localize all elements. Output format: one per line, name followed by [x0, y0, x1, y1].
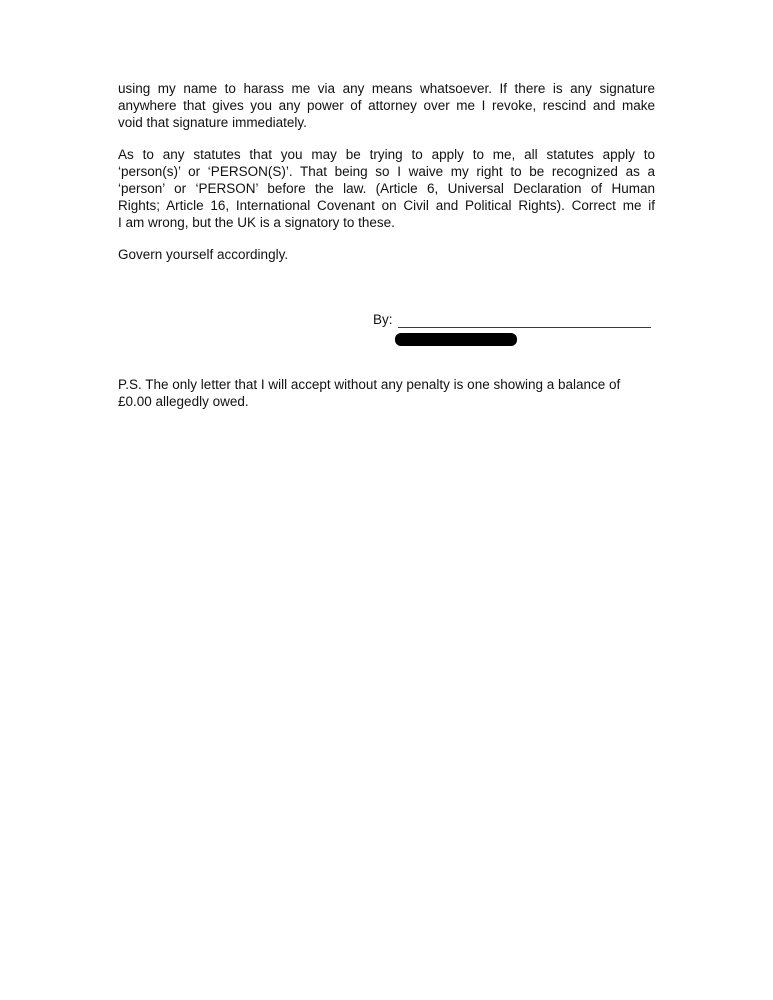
text-line: P.S. The only letter that I will accept without any penalty is one showing a balance of	[118, 377, 621, 392]
text-line: Govern yourself accordingly.	[118, 247, 289, 262]
text-line: ‘person’ or ‘PERSON’ before the law. (Article 6, Universal Declaration of Human	[118, 181, 655, 196]
letter-body	[118, 80, 655, 425]
signature-row	[118, 311, 655, 328]
paragraph-statutes	[118, 146, 655, 231]
signature-by-label: By:	[373, 312, 393, 327]
signature-block	[118, 311, 655, 346]
text-line: £0.00 allegedly owed.	[118, 394, 249, 409]
text-line: anywhere that gives you any power of attorney over me I revoke, rescind and make	[118, 98, 655, 113]
text-line: As to any statutes that you may be trying to apply to me, all statutes apply to	[118, 147, 655, 162]
paragraph-govern-yourself	[118, 246, 655, 263]
text-line: using my name to harass me via any means whatsoever. If there is any signature	[118, 81, 655, 96]
text-line: Rights; Article 16, International Covenant on Civil and Political Rights). Correct me if	[118, 198, 655, 213]
text-line: void that signature immediately.	[118, 115, 307, 130]
redaction-box	[395, 333, 517, 346]
text-line: ‘person(s)’ or ‘PERSON(S)’. That being so I waive my right to be recognized as a	[118, 164, 655, 179]
signature-line	[398, 314, 651, 328]
text-line: I am wrong, but the UK is a signatory to these.	[118, 215, 395, 230]
paragraph-postscript	[118, 376, 655, 410]
paragraph-revoke-signature	[118, 80, 655, 131]
